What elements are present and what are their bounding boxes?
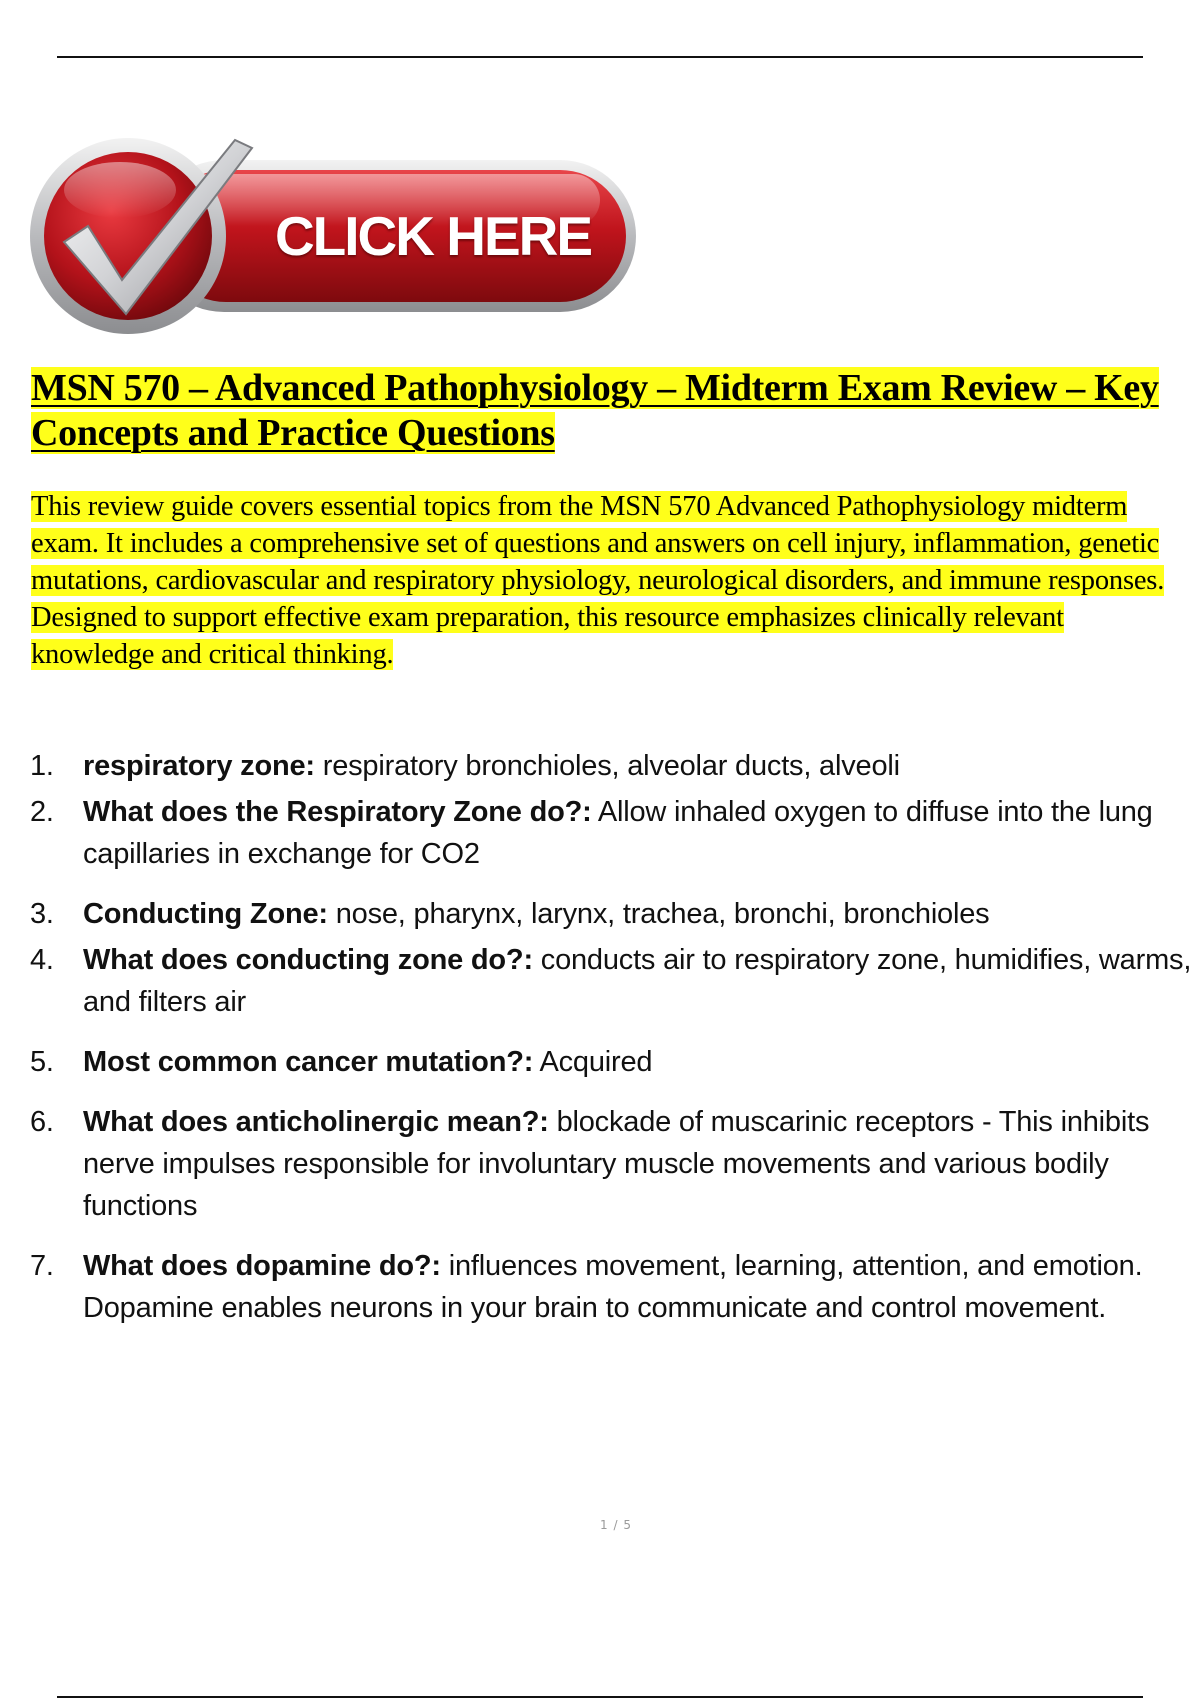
list-item (30, 745, 1200, 787)
item-body (83, 939, 1200, 1023)
item-number: 2. (30, 796, 54, 828)
list-item (30, 939, 1200, 1023)
item-body (83, 745, 1200, 787)
document-title-text: MSN 570 – Advanced Pathophysiology – Midterm Exam Review – Key Concepts and Practice Questions (31, 367, 1159, 454)
item-answer: influences movement, learning, attention, and emotion. Dopamine enables neurons in your brain to communicate and control movement. (83, 1250, 1143, 1324)
list-item (30, 791, 1200, 875)
top-divider (57, 56, 1143, 58)
item-number: 7. (30, 1250, 54, 1282)
item-answer: nose, pharynx, larynx, trachea, bronchi, bronchioles (335, 898, 990, 930)
item-number: 6. (30, 1106, 54, 1138)
page-indicator: 1 / 5 (600, 1518, 632, 1532)
item-body (83, 893, 1200, 935)
item-number: 3. (30, 898, 54, 930)
list-item (30, 893, 1200, 935)
list-item (30, 1101, 1200, 1227)
item-body (83, 1041, 1200, 1083)
item-question: What does anticholinergic mean?: (83, 1106, 549, 1138)
item-answer: conducts air to respiratory zone, humidifies, warms, and filters air (83, 944, 1192, 1018)
qa-list (30, 745, 1200, 1329)
item-answer: Allow inhaled oxygen to diffuse into the lung capillaries in exchange for CO2 (83, 796, 1153, 870)
document-intro (31, 488, 1191, 673)
list-item (30, 1041, 1200, 1083)
item-question: What does dopamine do?: (83, 1250, 441, 1282)
item-number: 1. (30, 750, 54, 782)
document-intro-text: This review guide covers essential topics from the MSN 570 Advanced Pathophysiology midterm exam. It includes a comprehensive set of questions and answers on cell injury, inflammation, genetic mutations, cardiovascular and respiratory physiology, neurological disorders, and immune responses. Designed to support effective exam preparation, this resource emphasizes clinically relevant knowledge and critical thinking. (31, 491, 1165, 670)
item-question: respiratory zone: (83, 750, 315, 782)
item-number: 4. (30, 944, 54, 976)
item-body (83, 1245, 1200, 1329)
item-question: Most common cancer mutation?: (83, 1046, 534, 1078)
item-question: What does conducting zone do?: (83, 944, 533, 976)
click-here-label: CLICK HERE (274, 205, 592, 267)
item-answer: respiratory bronchioles, alveolar ducts, alveoli (322, 750, 900, 782)
list-item (30, 1245, 1200, 1329)
item-number: 5. (30, 1046, 54, 1078)
item-question: Conducting Zone: (83, 898, 328, 930)
bottom-divider (57, 1696, 1143, 1698)
document-title (31, 366, 1181, 456)
item-question: What does the Respiratory Zone do?: (83, 796, 592, 828)
item-body (83, 791, 1200, 875)
click-here-button[interactable] (30, 130, 640, 340)
item-answer: blockade of muscarinic receptors - This inhibits nerve impulses responsible for involuntary muscle movements and various bodily functions (83, 1106, 1150, 1222)
item-body (83, 1101, 1200, 1227)
item-answer: Acquired (539, 1046, 653, 1078)
